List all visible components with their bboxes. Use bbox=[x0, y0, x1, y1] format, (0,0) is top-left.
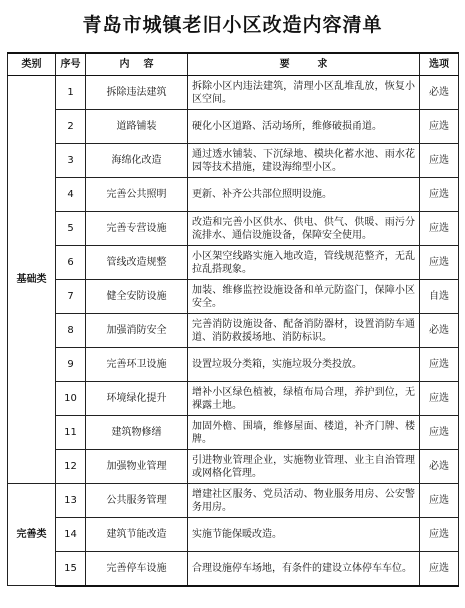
option-cell: 必选 bbox=[420, 314, 459, 348]
row-number-cell: 5 bbox=[56, 212, 86, 246]
category-cell: 基础类 bbox=[8, 76, 56, 484]
content-cell: 完善环卫设施 bbox=[86, 348, 188, 382]
content-cell: 环境绿化提升 bbox=[86, 382, 188, 416]
option-cell: 应选 bbox=[420, 110, 459, 144]
row-number-cell: 9 bbox=[56, 348, 86, 382]
table-row bbox=[8, 110, 459, 144]
content-cell: 加强物业管理 bbox=[86, 450, 188, 484]
option-cell: 应选 bbox=[420, 212, 459, 246]
header-category: 类别 bbox=[8, 53, 56, 76]
row-number-cell: 4 bbox=[56, 178, 86, 212]
option-cell: 应选 bbox=[420, 348, 459, 382]
option-cell: 应选 bbox=[420, 484, 459, 518]
header-content: 内 容 bbox=[86, 53, 188, 76]
requirement-cell: 拆除小区内违法建筑，清理小区乱堆乱放，恢复小区空间。 bbox=[188, 76, 420, 110]
row-number-cell: 10 bbox=[56, 382, 86, 416]
row-number-cell: 15 bbox=[56, 552, 86, 586]
table-row bbox=[8, 178, 459, 212]
table-row bbox=[8, 416, 459, 450]
table-row bbox=[8, 76, 459, 110]
requirement-cell: 增补小区绿色植被，绿植布局合理，养护到位，无裸露土地。 bbox=[188, 382, 420, 416]
table-body bbox=[8, 76, 459, 586]
requirement-cell: 合理设施停车场地，有条件的建设立体停车车位。 bbox=[188, 552, 420, 586]
table-row bbox=[8, 280, 459, 314]
requirement-cell: 硬化小区道路、活动场所，维修破损甬道。 bbox=[188, 110, 420, 144]
content-cell: 海绵化改造 bbox=[86, 144, 188, 178]
option-cell: 应选 bbox=[420, 416, 459, 450]
row-number-cell: 6 bbox=[56, 246, 86, 280]
option-cell: 必选 bbox=[420, 450, 459, 484]
row-number-cell: 11 bbox=[56, 416, 86, 450]
content-cell: 健全安防设施 bbox=[86, 280, 188, 314]
category-cell: 完善类 bbox=[8, 484, 56, 586]
table-row bbox=[8, 212, 459, 246]
row-number-cell: 13 bbox=[56, 484, 86, 518]
row-number-cell: 14 bbox=[56, 518, 86, 552]
requirement-cell: 实施节能保暖改造。 bbox=[188, 518, 420, 552]
requirement-cell: 小区架空线路实施入地改造，管线规范整齐，无乱拉乱搭现象。 bbox=[188, 246, 420, 280]
header-option: 选项 bbox=[420, 53, 459, 76]
row-number-cell: 7 bbox=[56, 280, 86, 314]
renovation-content-table bbox=[7, 52, 459, 587]
requirement-cell: 改造和完善小区供水、供电、供气、供暖、雨污分流排水、通信设施设备，保障安全使用。 bbox=[188, 212, 420, 246]
content-cell: 管线改造规整 bbox=[86, 246, 188, 280]
content-cell: 道路铺装 bbox=[86, 110, 188, 144]
row-number-cell: 1 bbox=[56, 76, 86, 110]
content-cell: 建筑节能改造 bbox=[86, 518, 188, 552]
content-cell: 完善公共照明 bbox=[86, 178, 188, 212]
requirement-cell: 设置垃圾分类箱，实施垃圾分类投放。 bbox=[188, 348, 420, 382]
content-cell: 加强消防安全 bbox=[86, 314, 188, 348]
row-number-cell: 12 bbox=[56, 450, 86, 484]
table-row bbox=[8, 552, 459, 586]
table-row bbox=[8, 382, 459, 416]
table-row bbox=[8, 450, 459, 484]
table-row bbox=[8, 314, 459, 348]
table-row bbox=[8, 144, 459, 178]
content-cell: 完善停车设施 bbox=[86, 552, 188, 586]
row-number-cell: 3 bbox=[56, 144, 86, 178]
option-cell: 必选 bbox=[420, 76, 459, 110]
option-cell: 应选 bbox=[420, 144, 459, 178]
content-cell: 建筑物修缮 bbox=[86, 416, 188, 450]
requirement-cell: 加装、维修监控设施设备和单元防盗门，保障小区安全。 bbox=[188, 280, 420, 314]
option-cell: 应选 bbox=[420, 246, 459, 280]
page-title: 青岛市城镇老旧小区改造内容清单 bbox=[82, 14, 383, 36]
content-cell: 公共服务管理 bbox=[86, 484, 188, 518]
table-row bbox=[8, 484, 459, 518]
requirement-cell: 增建社区服务、党员活动、物业服务用房、公安警务用房。 bbox=[188, 484, 420, 518]
option-cell: 应选 bbox=[420, 518, 459, 552]
option-cell: 应选 bbox=[420, 552, 459, 586]
requirement-cell: 更新、补齐公共部位照明设施。 bbox=[188, 178, 420, 212]
table-row bbox=[8, 518, 459, 552]
row-number-cell: 8 bbox=[56, 314, 86, 348]
table-row bbox=[8, 348, 459, 382]
header-requirement: 要 求 bbox=[188, 53, 420, 76]
table-header-row bbox=[8, 53, 459, 76]
requirement-cell: 加固外檐、围墙，维修屋面、楼道，补齐门牌、楼牌。 bbox=[188, 416, 420, 450]
requirement-cell: 完善消防设施设备、配备消防器材，设置消防车通道、消防救援场地、消防标识。 bbox=[188, 314, 420, 348]
requirement-cell: 引进物业管理企业，实施物业管理、业主自治管理或网格化管理。 bbox=[188, 450, 420, 484]
content-cell: 拆除违法建筑 bbox=[86, 76, 188, 110]
row-number-cell: 2 bbox=[56, 110, 86, 144]
content-cell: 完善专营设施 bbox=[86, 212, 188, 246]
option-cell: 应选 bbox=[420, 178, 459, 212]
option-cell: 应选 bbox=[420, 382, 459, 416]
header-no: 序号 bbox=[56, 53, 86, 76]
table-row bbox=[8, 246, 459, 280]
option-cell: 自选 bbox=[420, 280, 459, 314]
requirement-cell: 通过透水铺装、下沉绿地、模块化蓄水池、雨水花园等技术措施，建设海绵型小区。 bbox=[188, 144, 420, 178]
